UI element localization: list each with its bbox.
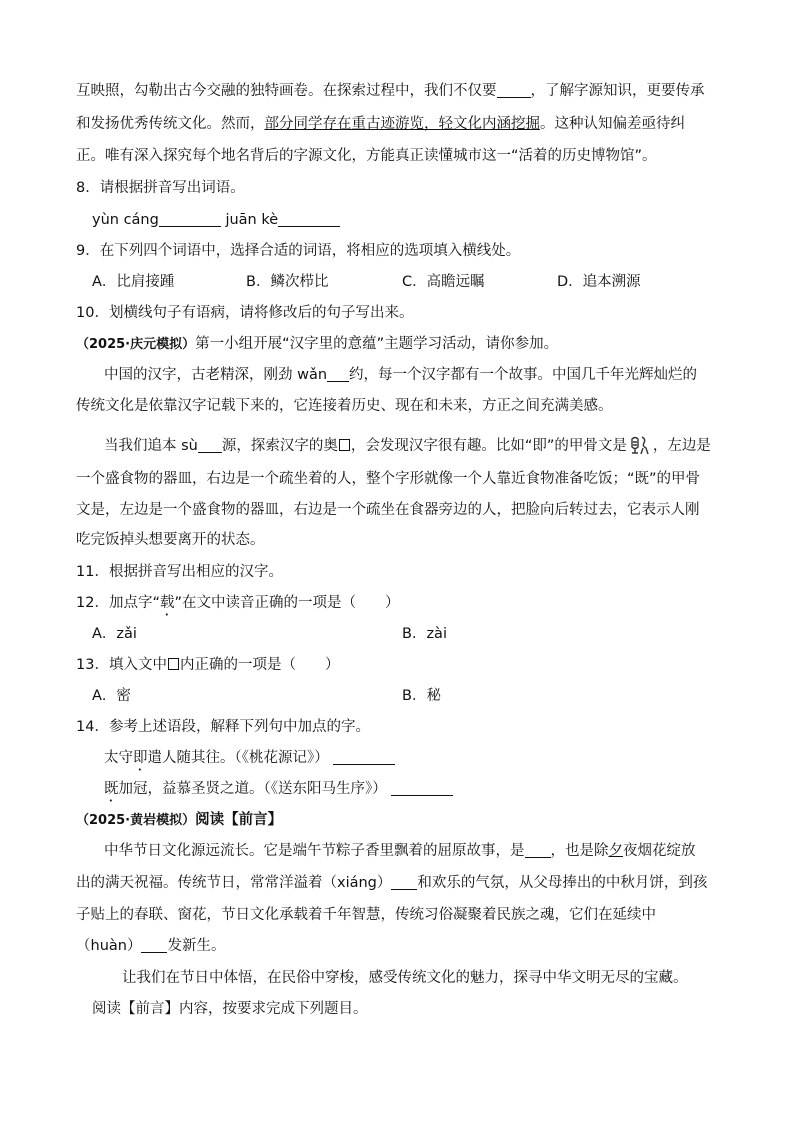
answer-blank [159, 212, 221, 227]
dotted-char: 载 [159, 595, 175, 611]
underlined-char: 夕 [608, 843, 623, 859]
pinyin-1: yùn cáng [92, 212, 159, 228]
text: 发新生。 [167, 938, 226, 954]
text: ，了解字源知识，更要传承 [530, 83, 705, 99]
answer-blank [391, 875, 417, 890]
text: 遣人随其往。（《桃花源记》） [147, 750, 329, 766]
q14-sentence-2 [104, 779, 453, 805]
dotted-char: 既 [104, 781, 119, 797]
answer-blank [333, 750, 395, 765]
q9-option-c: C．高瞻远瞩 [402, 274, 485, 290]
passage2-line2: 传统文化是依靠汉字记载下来的，它连接着历史、现在和未来，方正之间充满美感。 [76, 398, 613, 414]
passage1-line3: 正。唯有深入探究每个地名背后的字源文化，方能真正读懂城市这一“活着的历史博物馆”。 [76, 148, 657, 164]
text: ，也是除 [550, 843, 609, 859]
passage3-line4 [76, 936, 225, 956]
text: ，会发现汉字很有趣。比如“即”的甲骨文是 [350, 438, 627, 454]
fill-box [339, 439, 350, 451]
passage1-line2 [76, 114, 685, 134]
text: （huàn） [76, 938, 142, 954]
question-14: 14．参考上述语段，解释下列句中加点的字。 [76, 719, 370, 735]
passage2-line6: 吃完饭掉头想要离开的状态。 [76, 532, 265, 548]
text: 阅读【前言】 [195, 812, 283, 828]
q13-option-a: A．密 [92, 688, 131, 704]
text: 和欢乐的气氛，从父母捧出的中秋月饼，到孩 [417, 875, 708, 891]
text: 约，每一个汉字都有一个故事。中国几千年光辉灿烂的 [349, 367, 698, 383]
answer-blank [198, 438, 222, 453]
text: 互映照，勾勒出古今交融的独特画卷。在探索过程中，我们不仅要 [76, 83, 497, 99]
text: 13．填入文中 [76, 657, 167, 673]
source-tag: （2025·庆元模拟） [76, 337, 196, 352]
dotted-char: 即 [133, 750, 148, 766]
pinyin-line [92, 210, 340, 230]
text: 源，探索汉字的奥 [221, 438, 338, 454]
q9-option-b: B．鳞次栉比 [246, 274, 329, 290]
section3-header [76, 810, 282, 831]
q12-option-a: A．zǎi [92, 626, 137, 642]
answer-blank [141, 938, 167, 953]
question-12 [76, 593, 399, 619]
text: 加冠，益慕圣贤之道。（《送东阳马生序》） [118, 781, 387, 797]
answer-blank [327, 367, 349, 382]
question-10: 10．划横线句子有语病，请将修改后的句子写出来。 [76, 305, 414, 321]
q14-sentence-1 [104, 748, 395, 774]
text: 内正确的一项是（ ） [179, 657, 340, 673]
passage3-line1 [104, 841, 696, 861]
passage2-line4: 一个盛食物的器皿，右边是一个疏坐着的人，整个字形就像一个人靠近食物准备吃饭；“既”的甲骨 [76, 471, 701, 487]
q13-option-b: B．秘 [402, 688, 441, 704]
oracle-bone-glyph-icon [630, 433, 650, 457]
source-tag: （2025·黄岩模拟） [76, 813, 196, 828]
answer-blank [497, 83, 531, 98]
text: 夜烟花绽放 [623, 843, 696, 859]
text: 和发扬优秀传统文化。然而， [76, 116, 265, 132]
text: 中华节日文化源远流长。它是端午节粽子香里飘着的屈原故事，是 [104, 843, 525, 859]
instruction-line: 阅读【前言】内容，按要求完成下列题目。 [92, 1001, 368, 1017]
text: 出的满天祝福。传统节日，常常洋溢着（xiáng） [76, 875, 392, 891]
question-9: 9．在下列四个词语中，选择合适的词语，将相应的选项填入横线处。 [76, 243, 521, 259]
text: ，左边是 [652, 438, 711, 454]
underlined-sentence: 部分同学存在重古迹游览，轻文化内涵挖掘 [264, 116, 540, 132]
question-11: 11．根据拼音写出相应的汉字。 [76, 564, 283, 580]
q12-option-b: B．zài [402, 626, 447, 642]
q9-option-a: A．比肩接踵 [92, 274, 175, 290]
text: 中国的汉字，古老精深，刚劲 wǎn [104, 367, 328, 383]
passage1-line1 [76, 81, 705, 101]
answer-blank [391, 781, 453, 796]
text: 12．加点字“ [76, 595, 160, 611]
answer-blank [278, 212, 340, 227]
section2-header [76, 334, 558, 355]
text: 太守 [104, 750, 133, 766]
text: 当我们追本 sù [104, 438, 198, 454]
pinyin-2: juān kè [225, 212, 279, 228]
passage3-line5: 让我们在节日中体悟，在民俗中穿梭，感受传统文化的魅力，探寻中华文明无尽的宝藏。 [122, 970, 688, 986]
text: 第一小组开展“汉字里的意蕴”主题学习活动，请你参加。 [195, 336, 559, 352]
passage2-line3 [104, 433, 711, 457]
fill-box [168, 658, 179, 670]
passage3-line2 [76, 873, 707, 893]
answer-blank [525, 843, 551, 858]
question-13 [76, 655, 339, 675]
text: ”在文中读音正确的一项是（ ） [174, 595, 400, 611]
question-8: 8．请根据拼音写出词语。 [76, 180, 245, 196]
passage2-line1 [104, 365, 697, 385]
q9-option-d: D．追本溯源 [557, 274, 641, 290]
passage3-line3: 子贴上的春联、窗花，节日文化承载着千年智慧，传统习俗凝聚着民族之魂，它们在延续中 [76, 907, 656, 923]
text: 。这种认知偏差亟待纠 [540, 116, 685, 132]
passage2-line5: 文是，左边是一个盛食物的器皿，右边是一个疏坐在食器旁边的人，把脸向后转过去，它表示人刚 [76, 502, 700, 518]
